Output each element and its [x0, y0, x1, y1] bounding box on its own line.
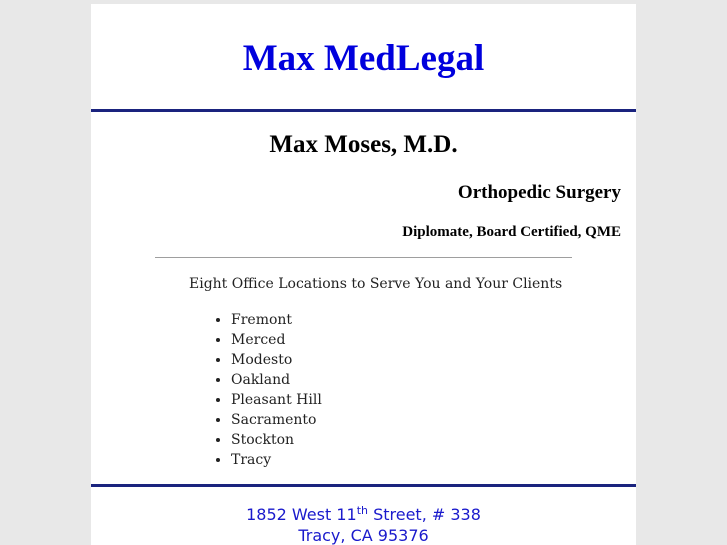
- list-item: • Pleasant Hill: [231, 390, 322, 410]
- locations-heading: Eight Office Locations to Serve You and Your Clients: [189, 276, 563, 292]
- address-city-line: Tracy, CA 95376: [298, 526, 429, 545]
- list-item: • Tracy: [231, 450, 322, 470]
- section-divider: [155, 257, 572, 258]
- street-ordinal: th: [356, 504, 368, 517]
- list-item: • Modesto: [231, 350, 322, 370]
- street-name: Street, # 338: [367, 505, 481, 524]
- header-divider: [91, 109, 636, 112]
- page-container: [91, 4, 636, 545]
- specialty-heading: Orthopedic Surgery: [457, 182, 621, 203]
- doctor-name: Max Moses, M.D.: [269, 131, 458, 158]
- list-item: • Stockton: [231, 430, 322, 450]
- list-item: • Merced: [231, 330, 322, 350]
- street-number: 1852 West 11: [246, 505, 357, 524]
- list-item: • Fremont: [231, 310, 322, 330]
- credentials-line: Diplomate, Board Certified, QME: [402, 224, 621, 240]
- locations-list: [215, 310, 322, 470]
- site-title: Max MedLegal: [242, 38, 485, 79]
- address-street-line: [91, 504, 636, 525]
- list-item: • Sacramento: [231, 410, 322, 430]
- list-item: • Oakland: [231, 370, 322, 390]
- footer-divider: [91, 484, 636, 487]
- office-address: [91, 504, 636, 545]
